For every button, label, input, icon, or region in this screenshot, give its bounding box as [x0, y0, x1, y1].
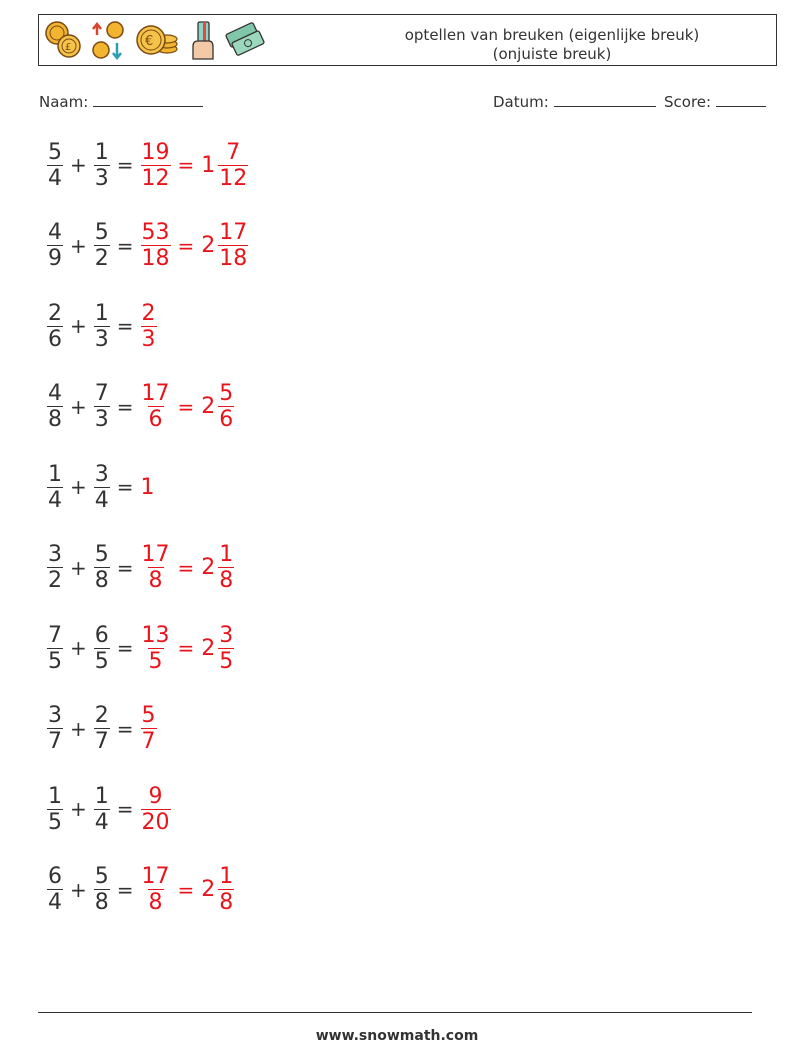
addend-b-denominator: 3: [94, 165, 109, 191]
title-line-2: (onjuiste breuk): [492, 45, 612, 63]
plus-sign: +: [70, 153, 87, 177]
addend-b-fraction: [92, 542, 112, 593]
addend-a-numerator: 3: [48, 542, 62, 567]
answer: [139, 301, 159, 352]
equals-sign: =: [116, 555, 134, 580]
answer-denominator: 12: [141, 165, 170, 191]
addend-a-fraction: [45, 623, 65, 674]
addend-b-numerator: 5: [94, 864, 109, 889]
euro-coins-icon: [133, 19, 179, 61]
mixed-numerator: 1: [219, 542, 234, 567]
answer: [139, 784, 173, 835]
mixed-fraction: [216, 381, 236, 432]
worksheet-title: [362, 26, 742, 64]
mixed-fraction: [216, 220, 250, 271]
addend-a-fraction: [45, 381, 65, 432]
problem-row: [45, 699, 159, 759]
problem-row: [45, 377, 236, 437]
banknotes-icon: [223, 19, 267, 59]
addend-a-denominator: 4: [48, 890, 62, 915]
date-label: Datum:: [493, 93, 549, 111]
answer-denominator: 7: [141, 729, 156, 754]
problem-row: [45, 779, 173, 839]
addend-a-numerator: 1: [48, 461, 62, 487]
plus-sign: +: [70, 475, 87, 499]
plus-sign: +: [70, 555, 87, 580]
answer-numerator: 17: [141, 381, 170, 406]
answer: [139, 140, 251, 191]
addend-b-denominator: 4: [94, 809, 109, 835]
answer-fraction: [139, 220, 173, 271]
addend-a-fraction: [45, 784, 65, 835]
problem-row: [45, 135, 250, 195]
addend-a-numerator: 7: [48, 622, 62, 648]
addend-b-numerator: 5: [94, 220, 109, 245]
addend-b-denominator: 4: [94, 487, 109, 513]
score-blank[interactable]: [716, 92, 766, 107]
addend-b-fraction: [92, 381, 112, 432]
problem-row: [45, 538, 236, 598]
plus-sign: +: [70, 797, 87, 821]
plus-sign: +: [70, 877, 87, 902]
addend-a-fraction: [45, 220, 65, 271]
mixed-numerator: 17: [219, 220, 248, 245]
mixed-denominator: 12: [219, 165, 248, 191]
equals-sign: =: [116, 636, 134, 660]
equals-sign: =: [116, 314, 134, 338]
addend-b-numerator: 1: [94, 139, 109, 165]
mixed-whole: 2: [201, 555, 216, 580]
answer-fraction: [139, 703, 159, 754]
problem-row: [45, 296, 159, 356]
date-blank[interactable]: [554, 92, 656, 107]
mixed-fraction: [216, 542, 236, 593]
addend-b-numerator: 1: [94, 783, 109, 809]
answer-denominator: 20: [141, 809, 170, 835]
answer-denominator: 5: [148, 648, 163, 674]
answer: [139, 220, 251, 271]
header-icons: [43, 19, 273, 63]
mixed-denominator: 18: [219, 246, 248, 271]
exchange-arrows-icon: [89, 19, 129, 63]
problem-row: [45, 216, 250, 276]
equals-sign: =: [116, 153, 134, 177]
equals-sign: =: [116, 877, 134, 902]
answer: [139, 475, 155, 500]
addend-a-fraction: [45, 864, 65, 915]
answer-numerator: 19: [141, 139, 170, 165]
addend-a-denominator: 5: [48, 648, 62, 674]
problem-row: [45, 457, 155, 517]
answer-denominator: 18: [141, 246, 170, 271]
addend-a-numerator: 2: [48, 300, 62, 326]
addend-a-numerator: 4: [48, 381, 62, 406]
mixed-numerator: 3: [219, 622, 234, 648]
coins-icon: [43, 19, 85, 61]
addend-b-numerator: 2: [94, 703, 109, 728]
addend-a-fraction: [45, 542, 65, 593]
answer-integer: 1: [140, 474, 155, 500]
addend-a-numerator: 3: [48, 703, 62, 728]
answer-equals-sign: =: [177, 877, 195, 902]
answer-fraction: [139, 864, 173, 915]
score-field: [664, 92, 766, 111]
footer-site: www.snowmath.com: [315, 1028, 479, 1044]
answer-fraction: [139, 381, 173, 432]
answer-denominator: 3: [141, 326, 156, 352]
worksheet-header: [38, 14, 777, 66]
answer: [139, 542, 237, 593]
addend-a-denominator: 5: [48, 809, 62, 835]
addend-b-denominator: 5: [94, 648, 109, 674]
addend-a-denominator: 2: [48, 568, 62, 593]
footer-divider: [38, 1012, 752, 1013]
answer: [139, 703, 159, 754]
mixed-fraction: [216, 140, 250, 191]
equals-sign: =: [116, 394, 134, 419]
plus-sign: +: [70, 314, 87, 338]
answer-fraction: [139, 623, 173, 674]
answer-equals-sign: =: [177, 233, 195, 258]
answer-equals-sign: =: [177, 394, 195, 419]
addend-a-denominator: 7: [48, 729, 62, 754]
addend-a-numerator: 6: [48, 864, 62, 889]
addend-a-numerator: 4: [48, 220, 62, 245]
mixed-whole: 2: [201, 233, 216, 258]
answer-equals-sign: =: [177, 153, 195, 177]
answer-numerator: 9: [148, 783, 163, 809]
addend-b-fraction: [92, 140, 112, 191]
answer-fraction: [139, 542, 173, 593]
addend-b-denominator: 3: [94, 326, 109, 352]
addend-a-fraction: [45, 462, 65, 513]
equals-sign: =: [116, 233, 134, 258]
addend-b-fraction: [92, 462, 112, 513]
mixed-denominator: 8: [219, 568, 234, 593]
addend-a-denominator: 9: [48, 246, 62, 271]
mixed-denominator: 6: [219, 407, 234, 432]
addend-b-numerator: 6: [94, 622, 109, 648]
svg-text:€: €: [145, 34, 154, 49]
addend-a-fraction: [45, 703, 65, 754]
addend-b-denominator: 2: [94, 246, 109, 271]
addend-a-numerator: 1: [48, 783, 62, 809]
answer-numerator: 2: [141, 300, 156, 326]
addend-b-fraction: [92, 623, 112, 674]
plus-sign: +: [70, 716, 87, 741]
addend-b-fraction: [92, 301, 112, 352]
mixed-numerator: 1: [219, 864, 234, 889]
addend-b-fraction: [92, 784, 112, 835]
addend-b-fraction: [92, 220, 112, 271]
name-field: [39, 92, 203, 111]
score-label: Score:: [664, 93, 712, 111]
mixed-denominator: 5: [219, 648, 234, 674]
answer-numerator: 17: [141, 542, 170, 567]
equals-sign: =: [116, 716, 134, 741]
mixed-numerator: 5: [219, 381, 234, 406]
answer-numerator: 5: [141, 703, 156, 728]
mixed-numerator: 7: [226, 139, 241, 165]
mixed-whole: 2: [201, 635, 216, 661]
addend-b-numerator: 5: [94, 542, 109, 567]
addend-a-fraction: [45, 301, 65, 352]
addend-b-denominator: 8: [94, 568, 109, 593]
answer-numerator: 17: [141, 864, 170, 889]
mixed-whole: 2: [201, 394, 216, 419]
answer-fraction: [139, 784, 173, 835]
card-hand-icon: [189, 19, 219, 63]
addend-b-denominator: 3: [94, 407, 109, 432]
mixed-fraction: [216, 864, 236, 915]
mixed-whole: 1: [201, 152, 216, 178]
answer-numerator: 13: [141, 622, 170, 648]
addend-b-denominator: 7: [94, 729, 109, 754]
addend-a-numerator: 5: [48, 139, 62, 165]
name-blank[interactable]: [93, 92, 203, 107]
answer-numerator: 53: [141, 220, 170, 245]
addend-a-denominator: 8: [48, 407, 62, 432]
equals-sign: =: [116, 797, 134, 821]
answer-fraction: [139, 301, 159, 352]
answer-denominator: 8: [148, 890, 163, 915]
addend-b-denominator: 8: [94, 890, 109, 915]
addend-a-denominator: 6: [48, 326, 62, 352]
addend-b-fraction: [92, 864, 112, 915]
name-label: Naam:: [39, 93, 89, 111]
equals-sign: =: [116, 475, 134, 499]
svg-text:£: £: [65, 42, 72, 53]
date-field: [493, 92, 656, 111]
answer-equals-sign: =: [177, 555, 195, 580]
answer: [139, 381, 237, 432]
addend-a-denominator: 4: [48, 165, 62, 191]
answer: [139, 623, 237, 674]
addend-a-fraction: [45, 140, 65, 191]
mixed-denominator: 8: [219, 890, 234, 915]
addend-b-numerator: 7: [94, 381, 109, 406]
plus-sign: +: [70, 636, 87, 660]
answer-denominator: 8: [148, 568, 163, 593]
addend-a-denominator: 4: [48, 487, 62, 513]
problem-row: [45, 860, 236, 920]
addend-b-fraction: [92, 703, 112, 754]
answer-fraction: [139, 140, 173, 191]
addend-b-numerator: 3: [94, 461, 109, 487]
title-line-1: optellen van breuken (eigenlijke breuk): [404, 26, 700, 44]
mixed-whole: 2: [201, 877, 216, 902]
mixed-fraction: [216, 623, 236, 674]
answer-denominator: 6: [148, 407, 163, 432]
addend-b-numerator: 1: [94, 300, 109, 326]
plus-sign: +: [70, 394, 87, 419]
answer-equals-sign: =: [177, 636, 195, 660]
plus-sign: +: [70, 233, 87, 258]
problem-row: [45, 618, 236, 678]
answer: [139, 864, 237, 915]
